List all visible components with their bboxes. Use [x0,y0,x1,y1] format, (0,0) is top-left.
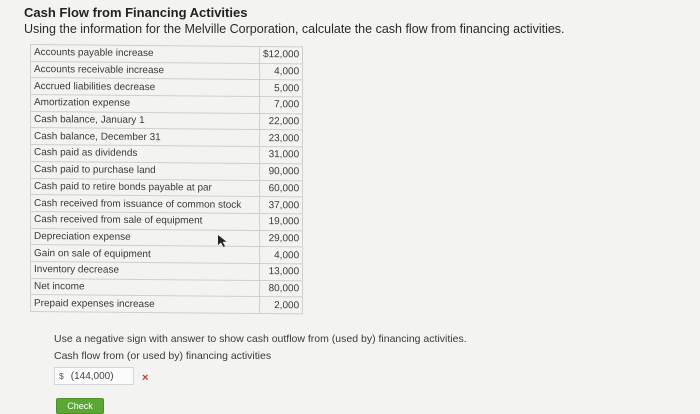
row-label: Inventory decrease [31,261,260,280]
row-value: $12,000 [260,47,303,64]
row-label: Amortization expense [31,95,260,114]
mouse-cursor-icon [218,235,228,247]
row-value: 90,000 [260,163,303,180]
row-value: 2,000 [260,297,303,314]
row-value: 60,000 [260,180,303,197]
row-value: 80,000 [260,280,303,297]
row-value: 23,000 [260,130,303,147]
page-title: Cash Flow from Financing Activities [24,5,248,20]
table-row [31,295,303,314]
row-label: Cash received from issuance of common stock [31,195,260,214]
row-label: Cash paid to purchase land [31,161,260,180]
answer-value: (144,000) [70,370,114,382]
problem-statement: Using the information for the Melville Corporation, calculate the cash flow from financing activities. [24,22,565,36]
currency-symbol: $ [59,371,64,381]
row-label: Depreciation expense [31,228,260,247]
row-label: Cash received from sale of equipment [31,211,260,230]
row-value: 37,000 [260,197,303,214]
row-value: 7,000 [260,97,303,114]
row-value: 4,000 [260,247,303,264]
data-table [30,44,303,314]
row-label: Accrued liabilities decrease [31,78,260,97]
row-value: 22,000 [260,113,303,130]
row-label: Net income [31,278,260,297]
row-value: 4,000 [260,63,303,80]
row-label: Cash balance, December 31 [31,128,260,147]
row-value: 19,000 [260,213,303,230]
instruction-text: Use a negative sign with answer to show cash outflow from (used by) financing activities. [54,333,467,345]
x-icon: × [142,372,149,384]
row-label: Cash paid to retire bonds payable at par [31,178,260,197]
question-prompt: Cash flow from (or used by) financing activities [54,350,272,362]
row-value: 13,000 [260,263,303,280]
row-label: Gain on sale of equipment [31,245,260,264]
row-label: Cash paid as dividends [31,145,260,164]
row-label: Cash balance, January 1 [31,111,260,130]
check-button[interactable]: Check [56,398,104,414]
row-label: Prepaid expenses increase [31,295,260,314]
row-label: Accounts receivable increase [31,61,260,80]
row-label: Accounts payable increase [31,45,260,64]
row-value: 5,000 [260,80,303,97]
answer-input[interactable] [54,367,134,385]
row-value: 29,000 [260,230,303,247]
row-value: 31,000 [260,147,303,164]
